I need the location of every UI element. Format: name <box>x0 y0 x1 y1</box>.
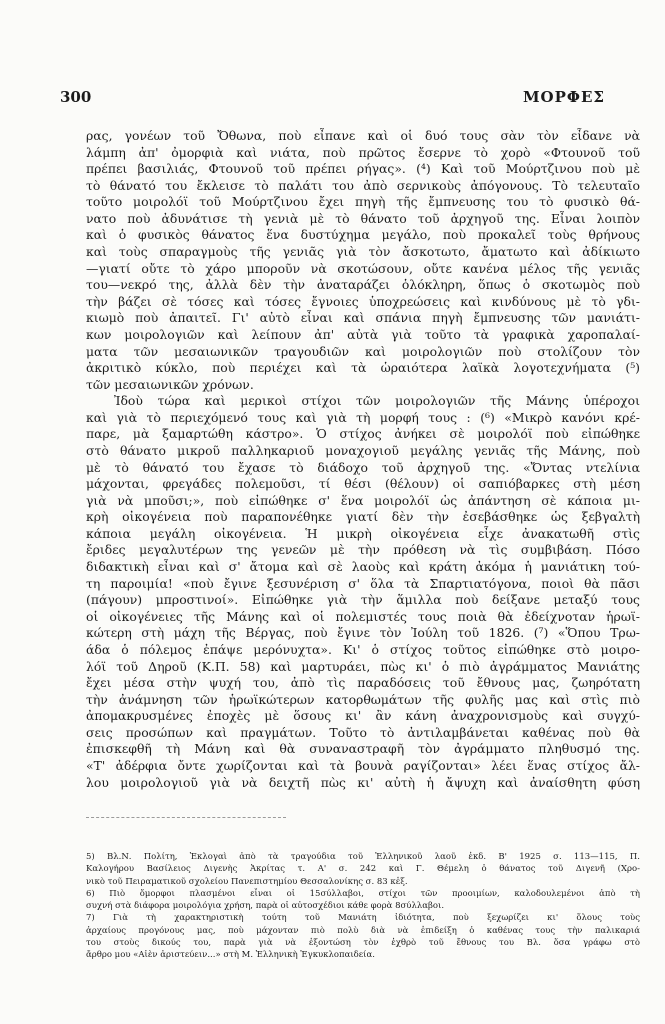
footnote-line: ἀρχαίους προγόνους μας, ποὺ μάχονταν πιὸ πολὺ διὰ νὰ ἐπιδείξη ὁ καθένας τους τὴν παλικαριά <box>86 925 640 936</box>
text-line: λου μοιρολογιοῦ γιὰ νὰ δειχτῆ πὼς κι' αὐτὴ ἡ ἄψυχη καὶ ἀναίσθητη φύση <box>86 774 640 790</box>
footnote-line: ἄρθρο μου «Αἰὲν ἀριστεύειν...» στὴ Μ. Ἑλληνικὴ Ἐγκυκλοπαιδεία. <box>86 950 375 960</box>
text-line: κάποια μεγάλη οἰκογένεια. Ἡ μικρὴ οἰκογένεια εἶχε ἀνακατωθῆ στὶς <box>86 525 640 541</box>
text-line: τὴν ἀνάμνηση τῶν ἡρωϊκώτερων κατορθωμάτων τῆς φυλῆς μας καὶ στὶς πιὸ <box>86 691 640 707</box>
text-line: τὸ θάνατό του ἔκλεισε τὸ παλάτι του ἀπὸ σερνικοὺς ἀπόγονους. Τὸ τελευταῖο <box>86 177 640 193</box>
text-line: —γιατί οὔτε τὸ χάρο μποροῦν νὰ σκοτώσουν, οὔτε κανένα μέλος τῆς γενιᾶς <box>86 260 640 276</box>
text-line: τοῦτο μοιρολόϊ τοῦ Μούρτζινου ἔχει πηγὴ τῆς ἔμπνευσης του τὸ φυσικὸ θά- <box>86 194 640 210</box>
text-line: ματα τῶν μεσαιωνικῶν τραγουδιῶν καὶ μοιρολογιῶν ποὺ στολίζουν τὸν <box>86 343 640 359</box>
text-line: ἀπομακρυσμένες ἐποχὲς μὲ ὅσους κι' ἂν κάνη ἀναχρονισμοὺς καὶ συγχύ- <box>86 708 640 724</box>
text-line: παρε, μὰ ξαμαρτώθη κάστρο». Ὁ στίχος ἀνήκει σὲ μοιρολόϊ ποὺ εἰπώθηκε <box>86 426 640 442</box>
text-line: λόϊ τοῦ Δηροῦ (Κ.Π. 58) καὶ μαρτυράει, πὼς κι' ὁ πιὸ ἀγράμματος Μανιάτης <box>86 658 640 674</box>
footnote-line: Καλογήρου Βασίλειος Διγενὴς Ἀκρίτας τ. Α' σ. 242 καὶ Γ. Θέμελη ὁ θάνατος τοῦ Διγενῆ (Χρο- <box>86 864 640 875</box>
text-line: (πάγουν) μπροστινοί». Εἰπώθηκε γιὰ τὴν ἅμιλλα ποὺ δείξανε μεταξύ τους <box>86 592 640 608</box>
text-line: γιὰ νὰ μποῦσι;», ποὺ εἰπώθηκε σ' ἕνα μοιρολόϊ ὡς ἀπάντηση σὲ κάποια μι- <box>86 492 640 508</box>
text-line: άδα ὁ πόλεμος ἐπάψε μερόνυχτα». Κι' ὁ στίχος τοῦτος εἰπώθηκε στὸ μοιρο- <box>86 641 640 657</box>
footnote-line: 7) Γιὰ τὴ χαρακτηριστικὴ τούτη τοῦ Μανιάτη ἰδιότητα, ποὺ ξεχωρίζει κι' ὅλους τοὺς <box>86 913 640 924</box>
text-line: ρας, γονέων τοῦ Ὄθωνα, ποὺ εἶπανε καὶ οἱ δυό τους σὰν τὸν εἶδανε νὰ <box>86 128 640 143</box>
text-line: τῶν μεσαιωνικῶν χρόνων. <box>86 376 254 392</box>
text-line: του—νεκρό της, ἀλλὰ δὲν τὴν ἀναταράζει ὁλόκληρη, ὅπως ὁ σκοτωμὸς ποὺ <box>86 277 640 293</box>
text-line: ἐπισκεφθῆ τὴ Μάνη καὶ θὰ συναναστραφῆ τὸν ἀγράμματο πληθυσμό της. <box>86 741 640 757</box>
text-line: διδακτικὴ εἶναι καὶ σ' ἄτομα καὶ σὲ λαοὺς καὶ κράτη ἀκόμα ἡ μανιάτικη τού- <box>86 559 640 575</box>
footnote-line: νικὸ τοῦ Πειραματικοῦ σχολείου Πανεπιστημίου Θεσσαλονίκης σ. 83 κἑξ. <box>86 876 408 887</box>
text-line: ἔριδες μεγαλυτέρων της γενεῶν μὲ τὴν πρόθεση νὰ τὶς συμβιβάση. Πόσο <box>86 542 640 558</box>
text-line: μὲ τὸ θάνατό του ἔχασε τὸ διάδοχο τοῦ ἀρχηγοῦ της. «Ὄντας ντελίνια <box>86 459 640 475</box>
text-line: σεις προσώπων καὶ πραγμάτων. Τοῦτο τὸ ἀντιλαμβάνεται καθένας ποὺ θὰ <box>86 724 640 740</box>
footnotes <box>86 851 640 961</box>
text-line: καὶ γιὰ τὸ περιεχόμενό τους καὶ γιὰ τὴ μορφή τους : (⁶) «Μικρὸ κανόνι κρέ- <box>86 409 640 425</box>
text-line: κρὴ οἰκογένεια ποὺ παραπονέθηκε γιατί δὲν τὴν ἐσεβάσθηκε ὡς ξεβγαλτὴ <box>86 509 640 525</box>
footnote-line: του στοὺς δικούς του, παρὰ γιὰ νὰ ἐξοντώση τὸν ἐχθρὸ τοῦ ἔθνους του Βλ. ὅσα γράφω στὸ <box>86 937 640 948</box>
running-title: ΜΟΡΦΕΣ <box>522 88 605 106</box>
main-text <box>86 128 640 791</box>
text-line: «Τ' ἀδέρφια ὄντε χωρίζονται καὶ τὰ βουνὰ ραγίζονται» λέει ἕνας στίχος ἄλ- <box>86 757 640 773</box>
text-line: κώτερη στὴ μάχη τῆς Βέργας, ποὺ ἔγινε τὸν Ἰούλη τοῦ 1826. (⁷) «Ὅπου Τρω- <box>86 625 640 641</box>
text-line: καὶ τοὺς σπαραγμοὺς τῆς γενιᾶς γιὰ τὸν ἄσκοτωτο, ἄματωτο καὶ ἀδίκιωτο <box>86 244 640 260</box>
page-header <box>60 88 605 108</box>
text-line: νατο ποὺ ἀδυνάτισε τὴ γενιὰ μὲ τὸ θάνατο τοῦ ἀρχηγοῦ της. Εἶναι λοιπὸν <box>86 210 640 226</box>
text-line: κιωμὸ ποὺ ἀπαιτεῖ. Γι' αὐτὸ εἶναι καὶ σπάνια πηγὴ ἔμπνευσης τῶν μανιάτι- <box>86 310 640 326</box>
text-line: μάχονται, φρεγάδες πολεμοῦσι, τί θέσι (θέλουν) οἱ σαπιόβαρκες στὴ μέση <box>86 476 640 492</box>
footnote-divider <box>86 817 286 818</box>
text-line: πρέπει βασιλιάς, Φτουνοῦ τοῦ πρέπει ρήγας». (⁴) Καὶ τοῦ Μούρτζινου ποὺ μὲ <box>86 161 640 177</box>
text-line: τη παροιμία! «ποὺ ἔγινε ξεσυνέριση σ' ὅλα τὰ Σπαρτιατόγονα, ποιοὶ θὰ πᾶσι <box>86 575 640 591</box>
text-line: στὸ θάνατο μικροῦ παλληκαριοῦ μοναχογιοῦ μεγάλης γενιᾶς τῆς Μάνης, ποὺ <box>86 442 640 458</box>
text-line: κων μοιρολογιῶν καὶ λείπουν ἀπ' αὐτὰ γιὰ τοῦτο τὰ γραφικὰ χαροπαλαί- <box>86 326 640 342</box>
text-line: καὶ ὁ φυσικὸς θάνατος ἕνα δυστύχημα μεγάλο, ποὺ προκαλεῖ τοὺς θρήνους <box>86 227 640 243</box>
text-line: Ἰδοὺ τώρα καὶ μερικοὶ στίχοι τῶν μοιρολογιῶν τῆς Μάνης ὑπέροχοι <box>114 393 640 409</box>
footnote-line: συχνή στὰ διάφορα μοιρολόγια χρήση, παρὰ οἱ αὐτοσχέδιοι κάθε φορὰ 8σύλλαβοι. <box>86 901 445 911</box>
page-number: 300 <box>60 88 92 106</box>
text-line: οἱ οἰκογένειες τῆς Μάνης καὶ οἱ πολεμιστές τους ποιὰ θὰ ἐδείχνοταν ἡρωϊ- <box>86 608 640 624</box>
text-line: ἔχει μέσα στὴν ψυχή του, ἀπὸ τὶς παραδόσεις τοῦ ἔθνους μας, ζωηρότατη <box>86 675 640 691</box>
footnote-line: 6) Πιὸ ὄμορφοι πλασμένοι εἶναι οἱ 15σύλλαβοι, στίχοι τῶν προοιμίων, καλοδουλεμένοι ἀπὸ τὴ <box>86 888 640 899</box>
text-line: ἀκριτικὸ κύκλο, ποὺ περιέχει καὶ τὰ ὡραιότερα λαϊκὰ λογοτεχνήματα (⁵) <box>86 360 640 376</box>
text-line: λάμπη ἀπ' ὀμορφιὰ καὶ νιάτα, ποὺ πρῶτος ἔσερνε τὸ χορὸ «Φτουνοῦ τοῦ <box>86 144 640 160</box>
footnote-line: 5) Βλ.Ν. Πολίτη, Ἐκλογαὶ ἀπὸ τὰ τραγούδια τοῦ Ἑλληνικοῦ λαοῦ ἐκδ. Β' 1925 σ. 113—115, Π. <box>86 852 640 862</box>
text-line: τὴν βάζει σὲ τόσες καὶ τόσες ἔγνοιες ὑποχρεώσεις καὶ κινδύνους μὲ τὸ γδι- <box>86 293 640 309</box>
